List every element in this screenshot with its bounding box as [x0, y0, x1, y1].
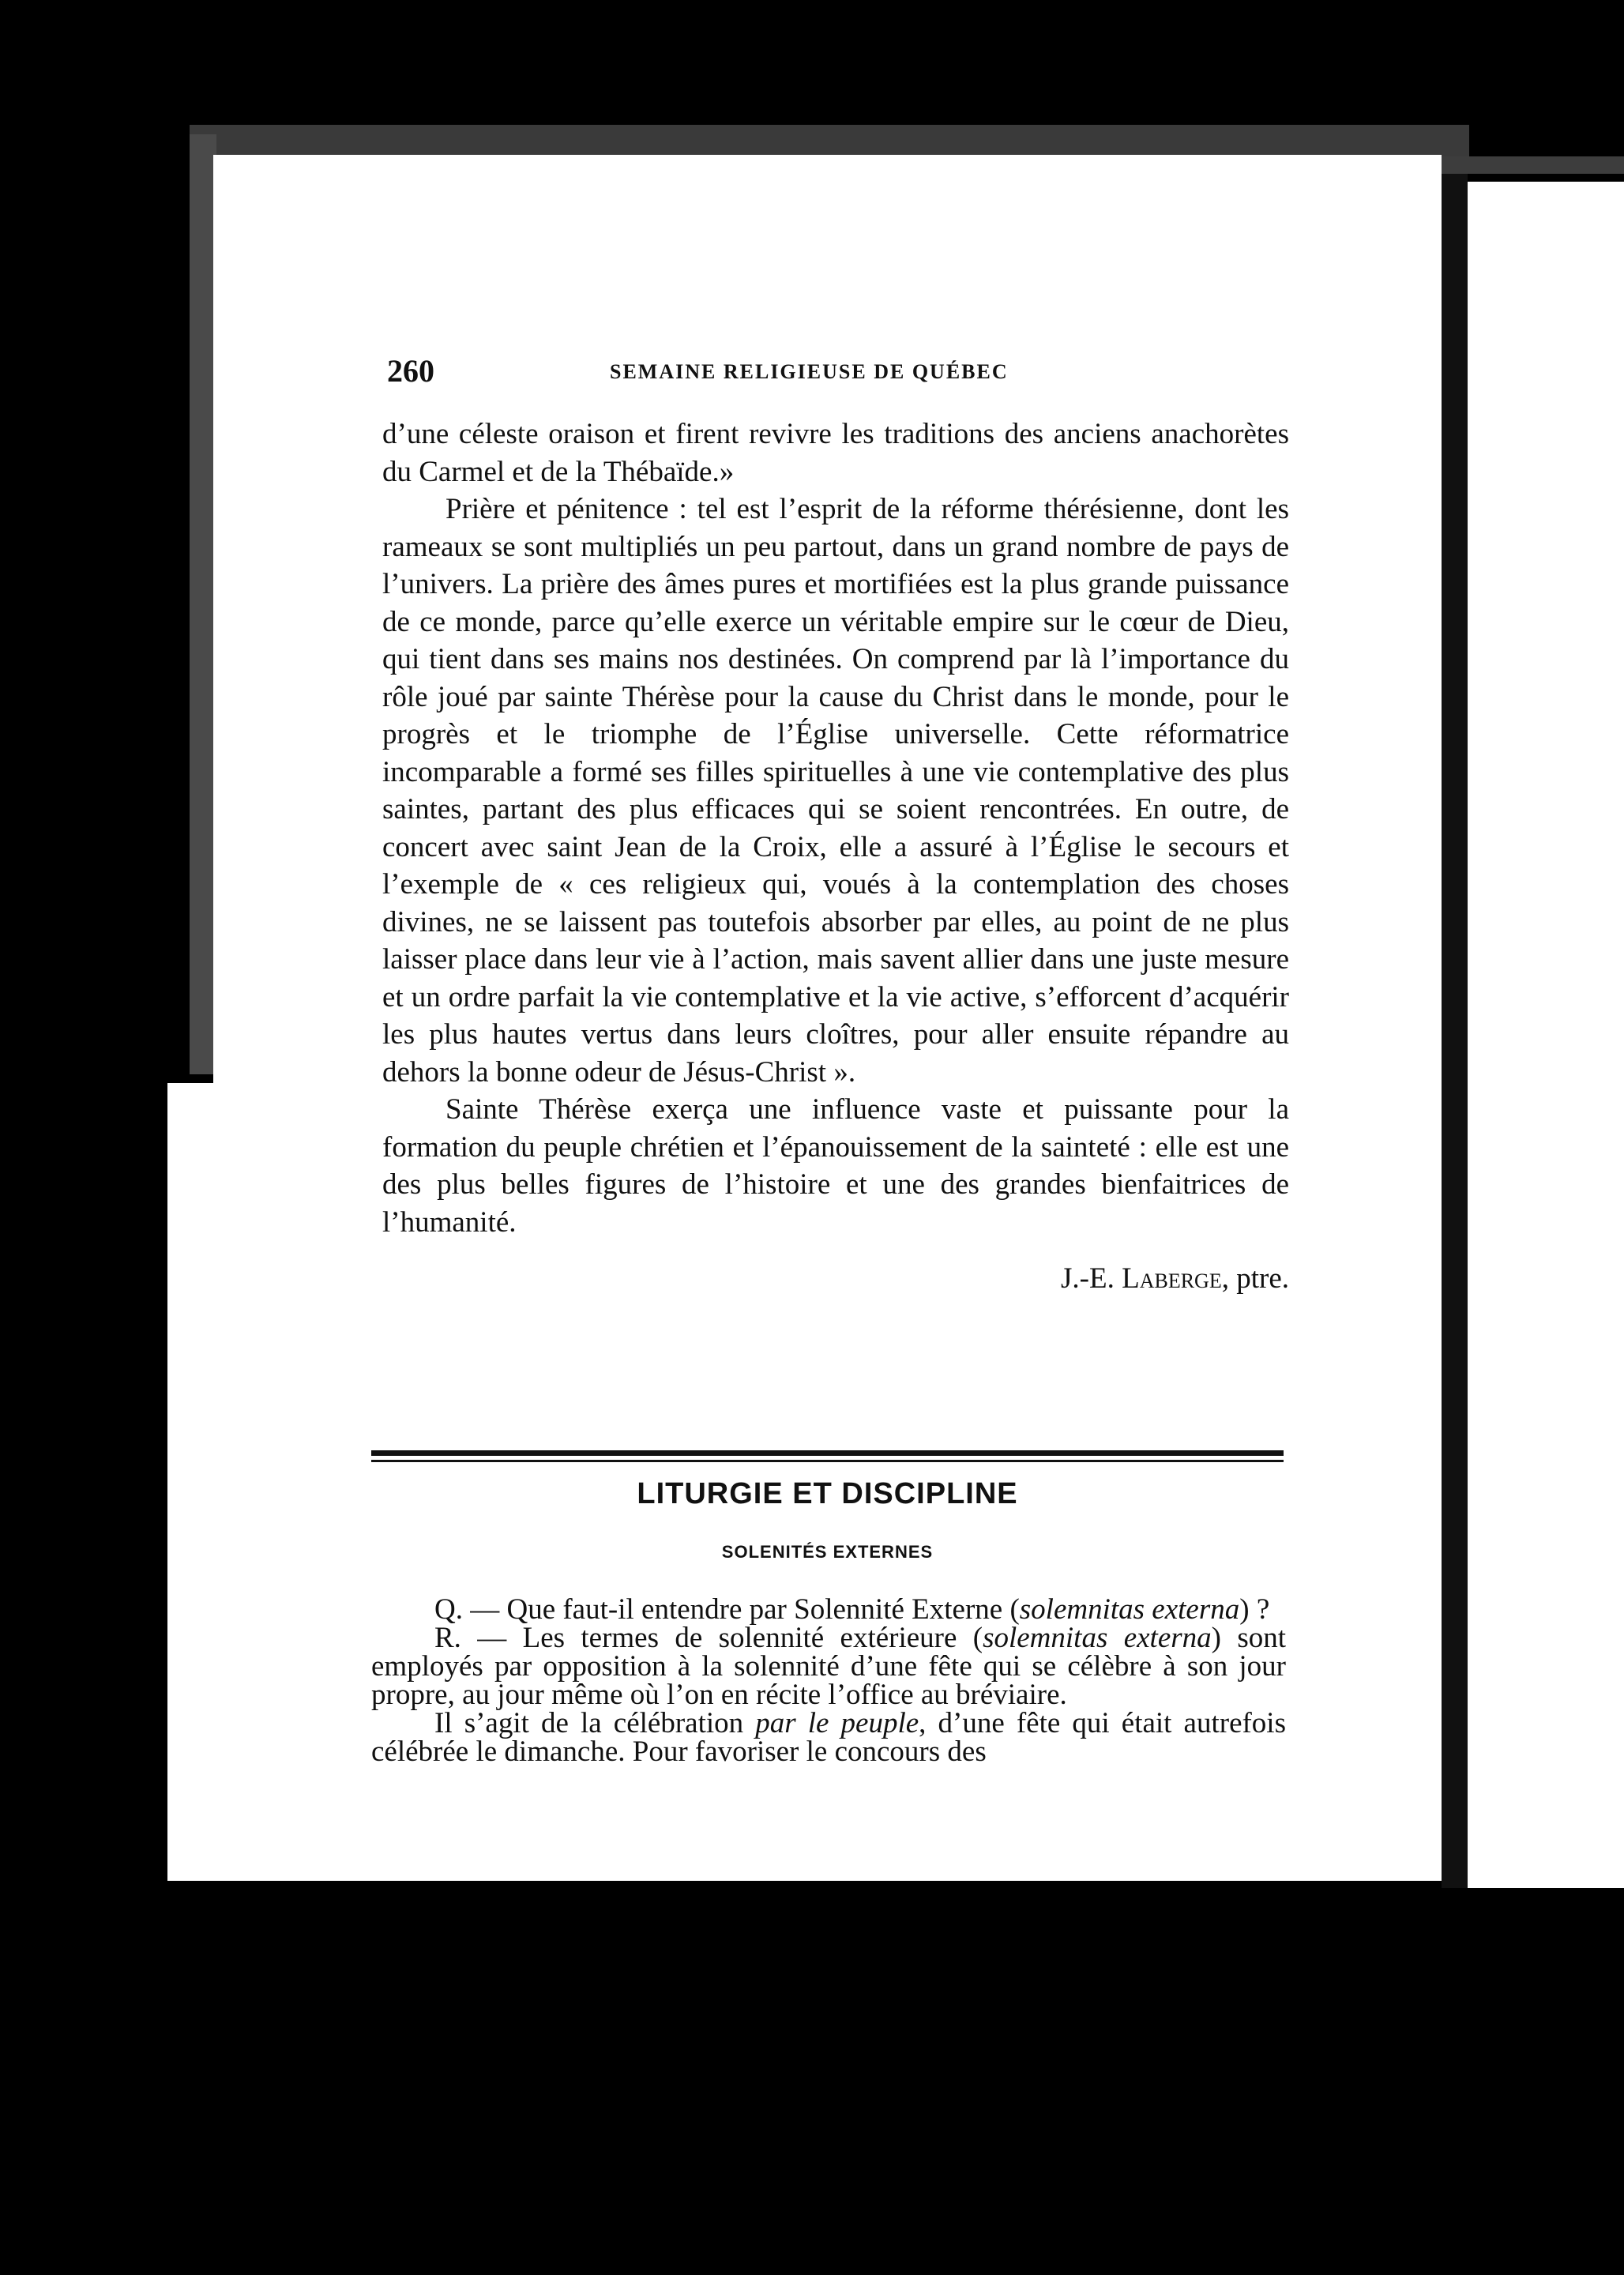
answer-end: ) sont employés par opposition à la solennité d’une fête qui se célèbre à son jour propre, au jour même où l’on en récite l’office au bréviaire. [371, 1622, 1286, 1711]
section-title: LITURGIE ET DISCIPLINE [637, 1477, 1018, 1510]
question-italic: solemnitas externa [1019, 1593, 1240, 1626]
last-text: Il s’agit de la célébration [434, 1707, 756, 1739]
paragraph-3: Sainte Thérèse exerça une influence vaste et puissante pour la formation du peuple chrétien et l’épanouissement de la sainteté : elle est une des plus belles figures de l’histoire et une des grandes bienfaitrices de l’humanité. [382, 1093, 1289, 1239]
page-number: 260 [387, 353, 434, 389]
last-end: , d’une fête qui était autrefois célébrée le dimanche. Pour favoriser le concours des [371, 1707, 1286, 1768]
page-header [387, 352, 1335, 389]
running-title: SEMAINE RELIGIEUSE DE QUÉBEC [610, 360, 1009, 383]
section-subtitle: SOLENITÉS EXTERNES [721, 1542, 934, 1562]
qa-block [371, 1593, 1286, 1768]
article-body [382, 416, 1289, 1298]
question-end: ) ? [1239, 1593, 1270, 1626]
book-gutter [1442, 174, 1468, 1888]
last-italic: par le peuple [755, 1707, 919, 1739]
answer-italic: solemnitas externa [983, 1622, 1212, 1654]
question-text: Q. — Que faut-il entendre par Solennité Externe ( [434, 1593, 1020, 1626]
signature [382, 1260, 1289, 1298]
facing-page [1468, 182, 1624, 1888]
signature-initials: J.-E. [1061, 1262, 1122, 1295]
facing-page-edge [1427, 156, 1624, 174]
paragraph-1: d’une céleste oraison et firent revivre les traditions des anciens anachorètes du Carmel et de la Thébaïde.» [382, 418, 1289, 488]
signature-name: Laberge [1122, 1262, 1222, 1295]
section-rule-thick [371, 1450, 1284, 1456]
page-shadow [190, 134, 216, 1074]
paragraph-2: Prière et pénitence : tel est l’esprit de la réforme thérésienne, dont les rameaux se sont multipliés un peu partout, dans un grand nombre de pays de l’univers. La prière des âmes pures et mortifiées est la plus grande puissance de ce monde, parce qu’elle exerce un véritable empire sur le cœur de Dieu, qui tient dans ses mains nos destinées. On comprend par là l’importance du rôle joué par sainte Thérèse pour la cause du Christ dans le monde, pour le progrès et le triomphe de l’Église universelle. Cette réformatrice incomparable a formé ses filles spirituelles à une vie contemplative des plus saintes, partant des plus efficaces qui se soient rencontrées. En outre, de concert avec saint Jean de la Croix, elle a assuré à l’Église le secours et l’exemple de « ces religieux qui, voués à la contemplation des choses divines, ne se laissent pas toutefois absorber par elles, au point de ne plus laisser place dans leur vie à l’action, mais savent allier dans une juste mesure et un ordre parfait la vie contemplative et la vie active, s’efforcent d’acquérir les plus hautes vertus dans leurs cloîtres, pour aller ensuite répandre au dehors la bonne odeur de Jésus-Christ ». [382, 493, 1289, 1089]
answer-text: R. — Les termes de solennité extérieure ( [434, 1622, 983, 1654]
answer [371, 1624, 1286, 1709]
section-rule-thin [371, 1460, 1284, 1462]
question [371, 1593, 1286, 1626]
signature-suffix: , ptre. [1221, 1262, 1289, 1295]
last-paragraph [371, 1709, 1286, 1766]
scan-edge [190, 125, 1469, 156]
